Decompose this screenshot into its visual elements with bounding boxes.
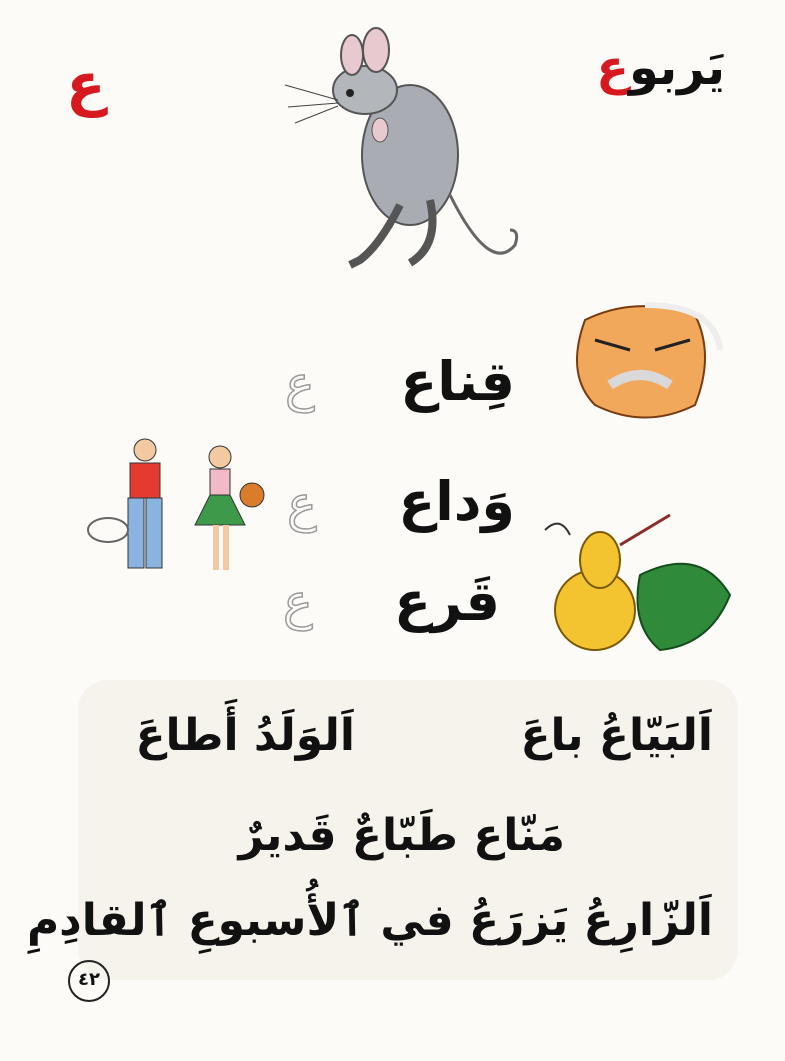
gourd-illustration	[520, 505, 735, 660]
vocab-word: قَرع	[394, 570, 500, 633]
children-waving-illustration	[70, 435, 270, 585]
title-word-red-letter: ع	[596, 40, 629, 96]
trace-letter: ع	[283, 573, 313, 631]
title-word-prefix: يَربو	[629, 40, 725, 96]
trace-letter: ع	[285, 355, 315, 413]
vocab-word: قِناع	[400, 350, 515, 413]
trace-letter: ع	[287, 475, 317, 533]
sentence-line2: مَنّاع طَبّاعٌ قَديرٌ	[238, 810, 565, 861]
page-number: ٤٢	[68, 960, 110, 1002]
jerboa-illustration	[280, 15, 540, 290]
sentence-line1-right: اَلوَلَدُ أَطاعَ	[135, 710, 355, 761]
mask-illustration	[555, 295, 730, 435]
vocab-word: وَداع	[398, 470, 515, 533]
sentence-line1-left: اَلبَيّاعُ باعَ	[520, 710, 713, 761]
featured-letter: ع	[66, 50, 106, 118]
sentence-line3: اَلزّارِعُ يَزرَعُ في ٱلأُسبوعِ ٱلقادِمِ	[26, 895, 713, 946]
title-word	[596, 40, 725, 96]
